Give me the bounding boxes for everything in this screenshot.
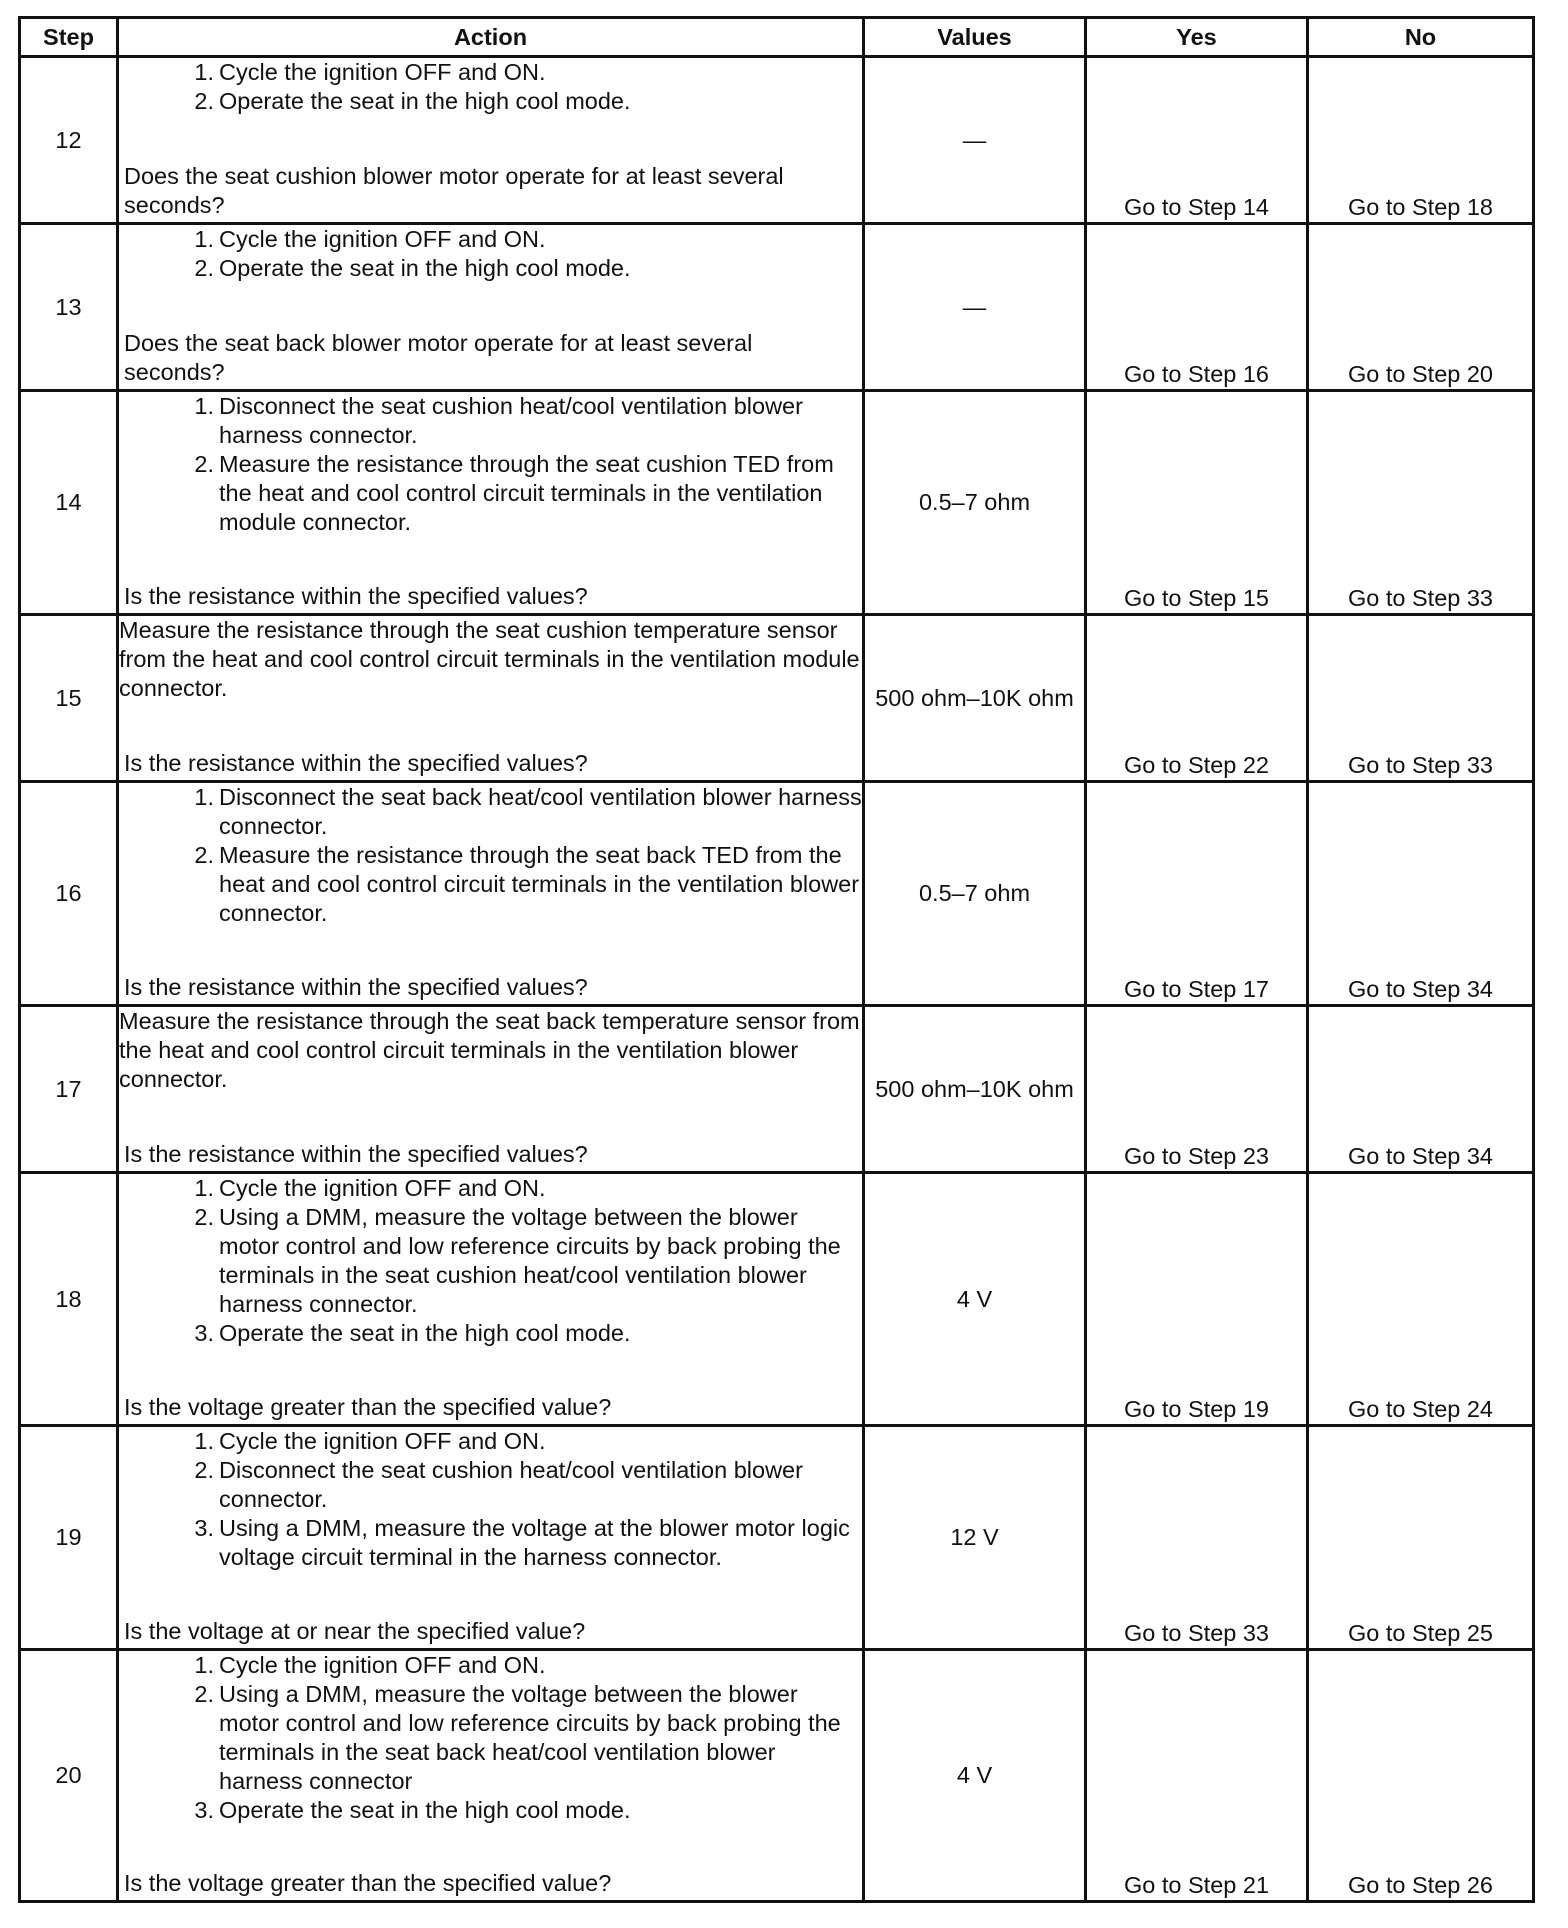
action-step [119,392,862,450]
action-step [119,841,862,928]
no-result: Go to Step 24 [1308,1173,1534,1426]
action-step-number: 2. [194,1204,214,1230]
action-question: Is the voltage at or near the specified value? [124,1618,586,1644]
diagnostic-table [18,16,1535,1903]
spec-value: 12 V [864,1426,1086,1650]
action-step-text: Disconnect the seat cushion heat/cool ventilation blower harness connector. [219,393,803,448]
header-action: Action [118,18,864,57]
table-row [20,1006,1534,1173]
action-cell [118,1006,864,1173]
action-steps [119,783,862,928]
action-step-text: Operate the seat in the high cool mode. [219,255,631,281]
yes-result: Go to Step 16 [1086,224,1308,391]
table-row [20,1173,1534,1426]
action-cell [118,1650,864,1902]
yes-result: Go to Step 23 [1086,1006,1308,1173]
action-step [119,1456,862,1514]
table-header [20,18,1534,57]
spec-value: 0.5–7 ohm [864,782,1086,1006]
action-step-number: 2. [194,1681,214,1707]
action-step [119,1796,862,1825]
spec-value: 4 V [864,1650,1086,1902]
action-steps [119,58,862,116]
header-values: Values [864,18,1086,57]
action-step-number: 1. [194,59,214,85]
action-step-text: Operate the seat in the high cool mode. [219,88,631,114]
step-number: 16 [20,782,118,1006]
header-no: No [1308,18,1534,57]
action-step-text: Disconnect the seat cushion heat/cool ventilation blower connector. [219,1457,803,1512]
table-body [20,57,1534,1902]
action-step [119,1427,862,1456]
action-question: Is the resistance within the specified values? [124,750,588,776]
spec-value: 500 ohm–10K ohm [864,1006,1086,1173]
action-step-number: 1. [194,393,214,419]
action-step [119,1651,862,1680]
action-step-text: Cycle the ignition OFF and ON. [219,1652,546,1678]
action-step-text: Using a DMM, measure the voltage between the blower motor control and low reference circuits by back probing the terminals in the seat back heat/cool ventilation blower harness connector [219,1681,841,1794]
action-question: Is the resistance within the specified values? [124,583,588,609]
action-step-number: 1. [194,226,214,252]
action-cell [118,57,864,224]
table-row [20,224,1534,391]
no-result: Go to Step 33 [1308,615,1534,782]
action-step-number: 2. [194,842,214,868]
table-row [20,1426,1534,1650]
action-steps [119,1651,862,1825]
action-question: Is the voltage greater than the specified value? [124,1870,612,1896]
action-question: Is the resistance within the specified values? [124,974,588,1000]
action-steps [119,225,862,283]
action-step-number: 2. [194,255,214,281]
table-row [20,57,1534,224]
action-paragraph: Measure the resistance through the seat cushion temperature sensor from the heat and cool control circuit terminals in the ventilation module connector. [119,617,860,701]
action-step [119,87,862,116]
action-cell [118,391,864,615]
action-paragraph: Measure the resistance through the seat back temperature sensor from the heat and cool control circuit terminals in the ventilation blower connector. [119,1008,860,1092]
no-result: Go to Step 20 [1308,224,1534,391]
action-step [119,1514,862,1572]
action-step [119,225,862,254]
action-step-number: 2. [194,88,214,114]
spec-value: 4 V [864,1173,1086,1426]
step-number: 18 [20,1173,118,1426]
yes-result: Go to Step 21 [1086,1650,1308,1902]
action-step-number: 3. [194,1797,214,1823]
no-result: Go to Step 18 [1308,57,1534,224]
step-number: 15 [20,615,118,782]
action-step-number: 1. [194,784,214,810]
action-step [119,1174,862,1203]
action-step [119,783,862,841]
action-question: Does the seat cushion blower motor operate for at least several seconds? [124,163,784,218]
action-step-number: 1. [194,1175,214,1201]
table-row [20,615,1534,782]
action-step-text: Using a DMM, measure the voltage at the blower motor logic voltage circuit terminal in the harness connector. [219,1515,850,1570]
action-step [119,1680,862,1796]
step-number: 13 [20,224,118,391]
yes-result: Go to Step 33 [1086,1426,1308,1650]
table-row [20,391,1534,615]
action-cell [118,1426,864,1650]
step-number: 17 [20,1006,118,1173]
action-cell [118,224,864,391]
action-steps [119,392,862,537]
yes-result: Go to Step 14 [1086,57,1308,224]
no-result: Go to Step 25 [1308,1426,1534,1650]
action-step-number: 3. [194,1515,214,1541]
action-step-number: 2. [194,1457,214,1483]
spec-value: — [864,224,1086,391]
no-result: Go to Step 34 [1308,782,1534,1006]
step-number: 14 [20,391,118,615]
action-question: Is the voltage greater than the specified value? [124,1394,612,1420]
yes-result: Go to Step 17 [1086,782,1308,1006]
action-steps [119,1427,862,1572]
yes-result: Go to Step 22 [1086,615,1308,782]
action-step-text: Operate the seat in the high cool mode. [219,1797,631,1823]
action-question: Does the seat back blower motor operate for at least several seconds? [124,330,753,385]
action-cell [118,1173,864,1426]
action-step-text: Operate the seat in the high cool mode. [219,1320,631,1346]
spec-value: 500 ohm–10K ohm [864,615,1086,782]
action-step-number: 3. [194,1320,214,1346]
table-row [20,782,1534,1006]
step-number: 19 [20,1426,118,1650]
action-step [119,58,862,87]
spec-value: 0.5–7 ohm [864,391,1086,615]
action-step [119,1319,862,1348]
yes-result: Go to Step 15 [1086,391,1308,615]
action-step-text: Cycle the ignition OFF and ON. [219,226,546,252]
action-step-text: Using a DMM, measure the voltage between the blower motor control and low reference circuits by back probing the terminals in the seat cushion heat/cool ventilation blower harness connector. [219,1204,841,1317]
table-row [20,1650,1534,1902]
no-result: Go to Step 34 [1308,1006,1534,1173]
action-cell [118,782,864,1006]
action-step [119,254,862,283]
no-result: Go to Step 33 [1308,391,1534,615]
action-step-text: Disconnect the seat back heat/cool ventilation blower harness connector. [219,784,862,839]
yes-result: Go to Step 19 [1086,1173,1308,1426]
step-number: 12 [20,57,118,224]
action-steps [119,1174,862,1348]
action-step-number: 2. [194,451,214,477]
action-step-text: Measure the resistance through the seat back TED from the heat and cool control circuit terminals in the ventilation blower connector. [219,842,860,926]
action-step-number: 1. [194,1428,214,1454]
action-step-text: Cycle the ignition OFF and ON. [219,59,546,85]
action-step-text: Cycle the ignition OFF and ON. [219,1175,546,1201]
action-step-text: Measure the resistance through the seat cushion TED from the heat and cool control circuit terminals in the ventilation module connector. [219,451,834,535]
header-step: Step [20,18,118,57]
spec-value: — [864,57,1086,224]
action-step [119,450,862,537]
action-question: Is the resistance within the specified values? [124,1141,588,1167]
action-step [119,1203,862,1319]
action-cell [118,615,864,782]
header-yes: Yes [1086,18,1308,57]
action-step-number: 1. [194,1652,214,1678]
action-step-text: Cycle the ignition OFF and ON. [219,1428,546,1454]
step-number: 20 [20,1650,118,1902]
no-result: Go to Step 26 [1308,1650,1534,1902]
